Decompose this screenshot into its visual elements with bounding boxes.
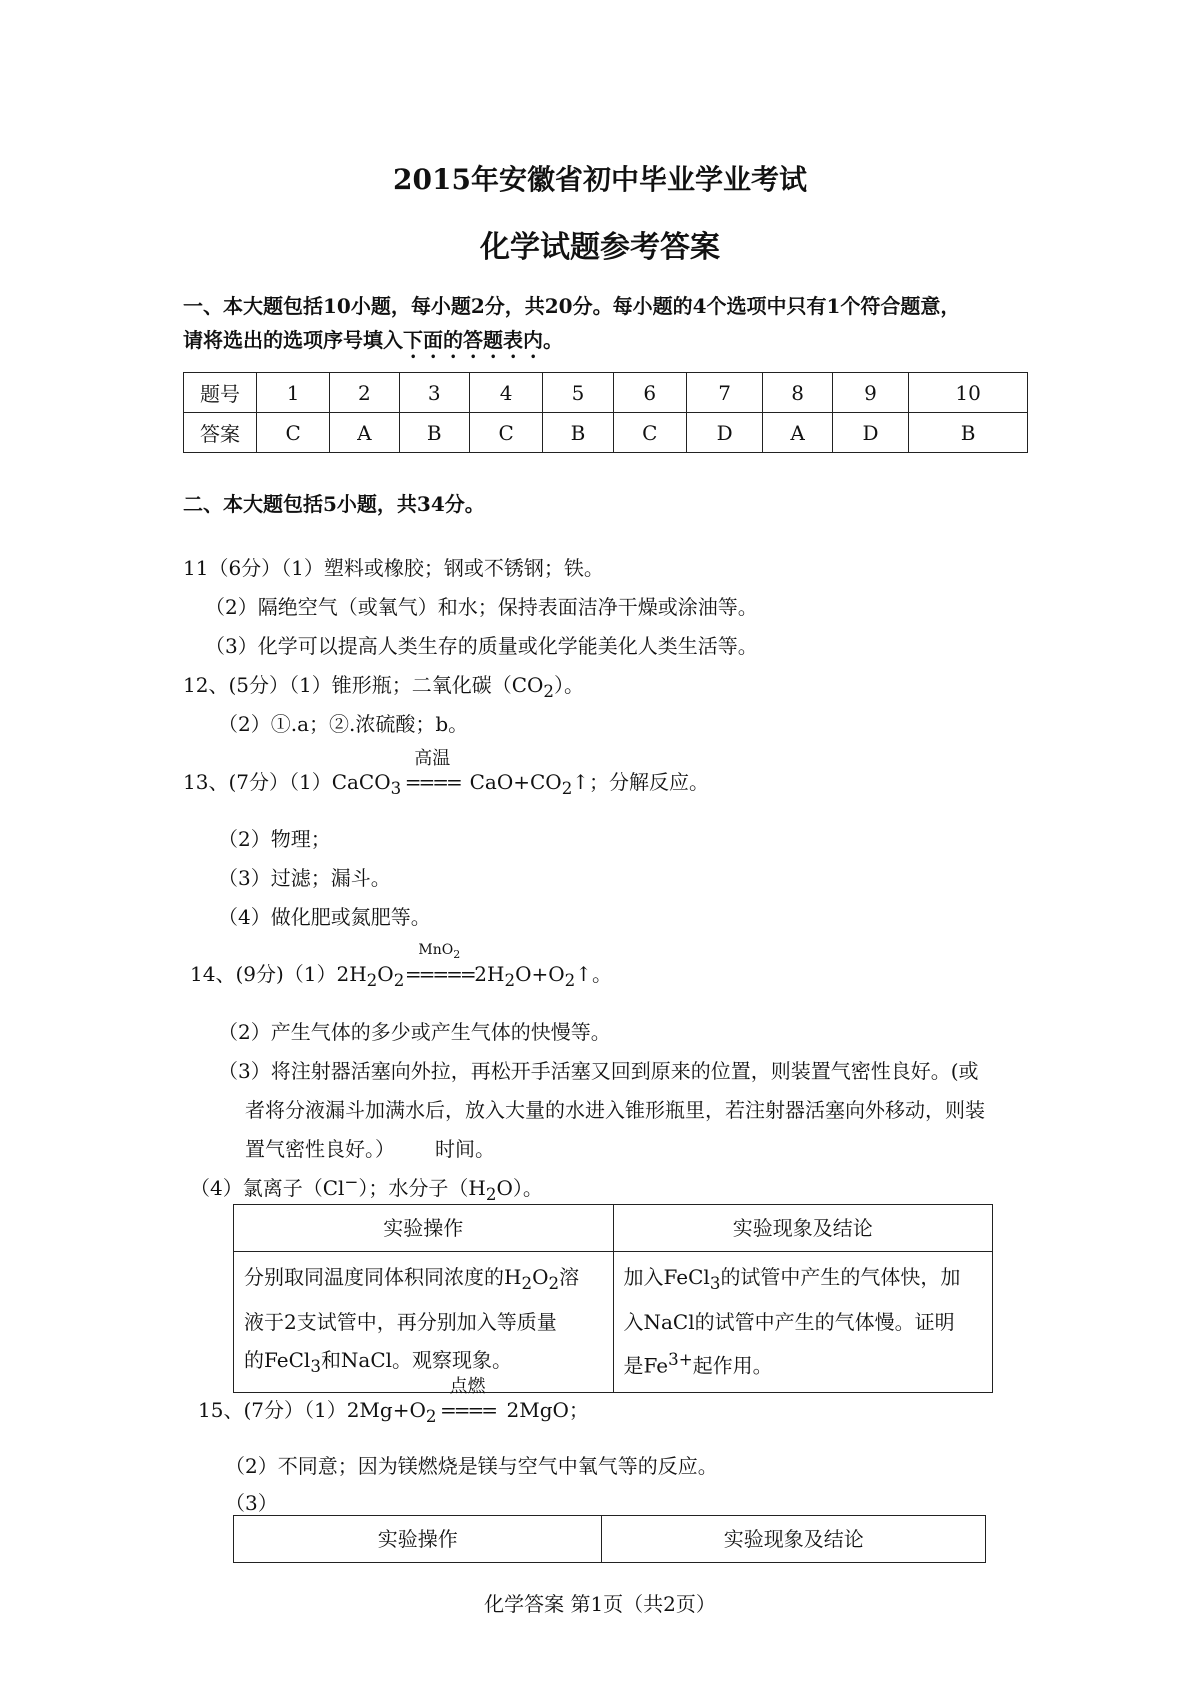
cell-line (244, 1258, 603, 1303)
q11-line1: 11（6分）（1）塑料或橡胶；钢或不锈钢；铁。 (183, 556, 604, 580)
question-number: 9 (832, 373, 909, 413)
q14-line3-3 (245, 1133, 495, 1162)
subscript: 2 (521, 1274, 533, 1293)
subscript: 3 (390, 779, 402, 798)
question-number: 7 (686, 373, 763, 413)
answer-cell: C (613, 413, 686, 453)
page-footer: 化学答案 第1页（共2页） (484, 1592, 716, 1616)
subscript: 3 (310, 1357, 321, 1376)
q12-line2: （2）①.a；②.浓硫酸；b。 (218, 712, 469, 736)
section1-line2-c: 。 (543, 328, 563, 352)
section1-line2-a: 请将选出的选项序号填入 (183, 328, 403, 352)
catalyst: MnO (418, 942, 454, 958)
q13-suffix: ↑；分解反应。 (572, 770, 710, 794)
answer-table-row-answers (184, 413, 1028, 453)
subscript: 2 (425, 1407, 437, 1426)
q15-experiment-table (233, 1515, 986, 1563)
table-header-row (234, 1205, 993, 1252)
reaction-condition (404, 942, 474, 986)
q11-line3: （3）化学可以提高人类生存的质量或化学能美化人类生活等。 (205, 634, 758, 658)
text: 分别取同温度同体积同浓度的H (244, 1265, 522, 1289)
subscript: 2 (504, 971, 516, 990)
answer-cell: D (832, 413, 909, 453)
q14-l4-a: （4）氯离子（Cl (190, 1176, 345, 1200)
question-number: 8 (763, 373, 832, 413)
row-label-number: 题号 (184, 373, 257, 413)
text: O (532, 1265, 549, 1289)
header-operation: 实验操作 (234, 1516, 602, 1563)
q14-experiment-table (233, 1204, 993, 1393)
q14-equation (190, 942, 613, 990)
table-row (234, 1252, 993, 1393)
superscript: − (344, 1172, 359, 1192)
q14-l4-b: ）；水分子（H (358, 1176, 486, 1200)
q14-p1: 2H (474, 962, 505, 986)
subscript: 2 (366, 971, 378, 990)
cell-line: 入NaCl的试管中产生的气体慢。证明 (623, 1310, 955, 1334)
q14-p2: O+O (515, 962, 565, 986)
answer-cell: B (399, 413, 469, 453)
question-number: 6 (613, 373, 686, 413)
equals-sign: ==== (439, 1398, 495, 1422)
subscript: 2 (453, 947, 461, 961)
subscript: 2 (543, 682, 555, 701)
question-number: 1 (257, 373, 330, 413)
text: 加入FeCl (623, 1265, 710, 1289)
reaction-condition (436, 1376, 498, 1422)
operation-cell (234, 1252, 614, 1393)
section2-heading: 二、本大题包括5小题，共34分。 (183, 492, 485, 516)
reaction-condition (401, 748, 463, 794)
q15-equation (198, 1376, 589, 1426)
answer-cell: A (763, 413, 832, 453)
q12-line1-text: 12、(5分）（1）锥形瓶；二氧化碳（CO (183, 673, 544, 697)
cell-line: 液于2支试管中，再分别加入等质量 (244, 1310, 557, 1334)
text: 和NaCl。观察现象。 (320, 1348, 513, 1372)
cell-line (624, 1341, 983, 1385)
header-operation: 实验操作 (234, 1205, 614, 1252)
equals-sign: ==== (404, 770, 460, 794)
q13-line2: （2）物理； (218, 827, 331, 851)
cell-line (244, 1341, 603, 1386)
q12-line1-end: ）。 (554, 673, 585, 697)
answer-table-row-numbers (184, 373, 1028, 413)
answer-cell: A (330, 413, 399, 453)
q13-equation (183, 748, 710, 798)
q15-suffix: 2MgO； (506, 1398, 589, 1422)
q13-line4: （4）做化肥或氮肥等。 (218, 905, 431, 929)
q12-line1 (183, 669, 584, 701)
q11-line2: （2）隔绝空气（或氧气）和水；保持表面洁净干燥或涂油等。 (205, 595, 758, 619)
header-result: 实验现象及结论 (602, 1516, 986, 1563)
q14-line3-3a: 置气密性良好。） (245, 1137, 395, 1161)
text: 的FeCl (244, 1348, 311, 1372)
condition-label: 点燃 (449, 1376, 486, 1397)
q14-suffix: ↑。 (575, 962, 613, 986)
subscript: 2 (564, 971, 576, 990)
equals-sign: ===== (404, 962, 474, 986)
header-result: 实验现象及结论 (613, 1205, 993, 1252)
row-label-answer: 答案 (184, 413, 257, 453)
q14-o: O (377, 962, 394, 986)
question-number: 2 (330, 373, 399, 413)
subscript: 3 (709, 1274, 721, 1293)
answer-cell: D (686, 413, 763, 453)
answer-table (183, 372, 1028, 453)
section1-instruction-line1: 一、本大题包括10小题，每小题2分，共20分。每小题的4个选项中只有1个符合题意， (183, 294, 961, 318)
q14-line2: （2）产生气体的多少或产生气体的快慢等。 (218, 1020, 611, 1044)
q14-l4-c: O）。 (496, 1176, 543, 1200)
superscript: 3+ (668, 1350, 693, 1369)
section1-line2-emphasis: 下面的答题表内 (403, 328, 543, 352)
q14-line4 (190, 1172, 543, 1204)
answer-cell: B (909, 413, 1028, 453)
subscript: 2 (548, 1274, 560, 1293)
q15-line2: （2）不同意；因为镁燃烧是镁与空气中氧气等的反应。 (225, 1454, 718, 1478)
subscript: 2 (485, 1185, 497, 1204)
q13-product: CaO+CO (463, 770, 562, 794)
question-number: 10 (909, 373, 1028, 413)
page-title: 2015年安徽省初中毕业学业考试 (393, 163, 807, 196)
text: 溶 (559, 1265, 580, 1289)
cell-line (624, 1258, 983, 1303)
answer-cell: C (257, 413, 330, 453)
condition-label (404, 942, 474, 961)
subscript: 2 (393, 971, 405, 990)
q15-prefix: 15、(7分）（1）2Mg+O (198, 1398, 426, 1422)
question-number: 4 (470, 373, 543, 413)
q14-line3-1: （3）将注射器活塞向外拉，再松开手活塞又回到原来的位置，则装置气密性良好。(或 (218, 1059, 979, 1083)
q13-line3: （3）过滤；漏斗。 (218, 866, 391, 890)
question-number: 5 (543, 373, 613, 413)
text: 起作用。 (692, 1353, 773, 1378)
condition-label: 高温 (414, 748, 451, 769)
page-subtitle: 化学试题参考答案 (480, 230, 720, 265)
subscript: 2 (561, 779, 573, 798)
answer-cell: B (543, 413, 613, 453)
section1-instruction-line2 (183, 324, 563, 363)
q13-prefix: 13、(7分）（1）CaCO (183, 770, 391, 794)
q14-line3-3b: 时间。 (435, 1137, 495, 1161)
q14-line3-2: 者将分液漏斗加满水后，放入大量的水进入锥形瓶里，若注射器活塞向外移动，则装 (245, 1098, 985, 1122)
q15-line3: （3） (225, 1491, 278, 1515)
q14-prefix: 14、(9分)（1）2H (190, 962, 367, 986)
text: 是Fe (623, 1353, 669, 1378)
result-cell (613, 1252, 993, 1393)
question-number: 3 (399, 373, 469, 413)
text: 的试管中产生的气体快，加 (720, 1265, 961, 1289)
answer-cell: C (470, 413, 543, 453)
table-header-row (234, 1516, 986, 1563)
